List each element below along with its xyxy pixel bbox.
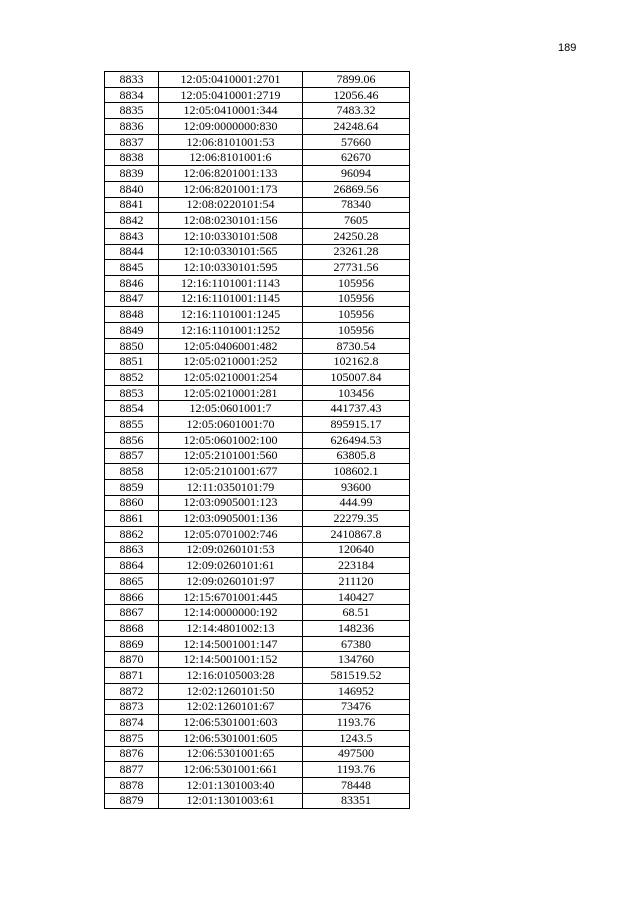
cadastral-number-cell: 12:14:4801002:13 xyxy=(159,621,303,637)
cadastral-number-cell: 12:05:0601001:7 xyxy=(159,401,303,417)
value-cell: 895915.17 xyxy=(303,417,410,433)
cadastral-number-cell: 12:06:5301001:65 xyxy=(159,746,303,762)
table-row xyxy=(105,699,410,715)
row-number-cell: 8857 xyxy=(105,448,159,464)
cadastral-number-cell: 12:05:0210001:252 xyxy=(159,354,303,370)
row-number-cell: 8848 xyxy=(105,307,159,323)
row-number-cell: 8851 xyxy=(105,354,159,370)
row-number-cell: 8855 xyxy=(105,417,159,433)
value-cell: 7605 xyxy=(303,213,410,229)
table-row xyxy=(105,777,410,793)
row-number-cell: 8863 xyxy=(105,542,159,558)
cadastral-number-cell: 12:16:1101001:1145 xyxy=(159,291,303,307)
cadastral-number-cell: 12:14:5001001:147 xyxy=(159,636,303,652)
table-row xyxy=(105,150,410,166)
cadastral-number-cell: 12:06:8101001:53 xyxy=(159,134,303,150)
row-number-cell: 8852 xyxy=(105,370,159,386)
table-row xyxy=(105,260,410,276)
cadastral-number-cell: 12:03:0905001:136 xyxy=(159,511,303,527)
row-number-cell: 8877 xyxy=(105,762,159,778)
row-number-cell: 8842 xyxy=(105,213,159,229)
value-cell: 103456 xyxy=(303,385,410,401)
row-number-cell: 8873 xyxy=(105,699,159,715)
cadastral-number-cell: 12:06:5301001:661 xyxy=(159,762,303,778)
value-cell: 108602.1 xyxy=(303,464,410,480)
cadastral-number-cell: 12:05:0210001:254 xyxy=(159,370,303,386)
cadastral-number-cell: 12:16:1101001:1143 xyxy=(159,275,303,291)
table-row xyxy=(105,621,410,637)
table-row xyxy=(105,134,410,150)
cadastral-number-cell: 12:08:0220101:54 xyxy=(159,197,303,213)
row-number-cell: 8850 xyxy=(105,338,159,354)
cadastral-number-cell: 12:05:0406001:482 xyxy=(159,338,303,354)
row-number-cell: 8874 xyxy=(105,715,159,731)
table-body xyxy=(105,72,410,809)
table-row xyxy=(105,87,410,103)
table-row xyxy=(105,338,410,354)
value-cell: 211120 xyxy=(303,574,410,590)
row-number-cell: 8835 xyxy=(105,103,159,119)
row-number-cell: 8838 xyxy=(105,150,159,166)
value-cell: 140427 xyxy=(303,589,410,605)
table-row xyxy=(105,746,410,762)
cadastral-number-cell: 12:02:1260101:50 xyxy=(159,683,303,699)
value-cell: 441737.43 xyxy=(303,401,410,417)
table-row xyxy=(105,354,410,370)
row-number-cell: 8856 xyxy=(105,432,159,448)
value-cell: 102162.8 xyxy=(303,354,410,370)
table-row xyxy=(105,683,410,699)
cadastral-number-cell: 12:06:5301001:605 xyxy=(159,730,303,746)
cadastral-number-cell: 12:09:0000000:830 xyxy=(159,119,303,135)
cadastral-number-cell: 12:15:6701001:445 xyxy=(159,589,303,605)
cadastral-number-cell: 12:16:1101001:1245 xyxy=(159,307,303,323)
table-row xyxy=(105,228,410,244)
row-number-cell: 8876 xyxy=(105,746,159,762)
table-row xyxy=(105,542,410,558)
value-cell: 8730.54 xyxy=(303,338,410,354)
table-row xyxy=(105,307,410,323)
cadastral-number-cell: 12:05:0601001:70 xyxy=(159,417,303,433)
value-cell: 120640 xyxy=(303,542,410,558)
table-row xyxy=(105,668,410,684)
row-number-cell: 8866 xyxy=(105,589,159,605)
value-cell: 105007.84 xyxy=(303,370,410,386)
value-cell: 444.99 xyxy=(303,495,410,511)
row-number-cell: 8854 xyxy=(105,401,159,417)
value-cell: 1193.76 xyxy=(303,762,410,778)
value-cell: 57660 xyxy=(303,134,410,150)
table-row xyxy=(105,526,410,542)
cadastral-number-cell: 12:09:0260101:61 xyxy=(159,558,303,574)
value-cell: 146952 xyxy=(303,683,410,699)
table-row xyxy=(105,181,410,197)
cadastral-number-cell: 12:14:5001001:152 xyxy=(159,652,303,668)
value-cell: 7483.32 xyxy=(303,103,410,119)
value-cell: 68.51 xyxy=(303,605,410,621)
cadastral-number-cell: 12:05:2101001:560 xyxy=(159,448,303,464)
row-number-cell: 8868 xyxy=(105,621,159,637)
row-number-cell: 8861 xyxy=(105,511,159,527)
value-cell: 63805.8 xyxy=(303,448,410,464)
cadastral-number-cell: 12:06:5301001:603 xyxy=(159,715,303,731)
value-cell: 105956 xyxy=(303,275,410,291)
row-number-cell: 8849 xyxy=(105,323,159,339)
cadastral-number-cell: 12:03:0905001:123 xyxy=(159,495,303,511)
cadastral-number-cell: 12:10:0330101:508 xyxy=(159,228,303,244)
cadastral-number-cell: 12:09:0260101:97 xyxy=(159,574,303,590)
value-cell: 497500 xyxy=(303,746,410,762)
value-cell: 7899.06 xyxy=(303,72,410,88)
row-number-cell: 8869 xyxy=(105,636,159,652)
value-cell: 78340 xyxy=(303,197,410,213)
table-row xyxy=(105,72,410,88)
table-row xyxy=(105,636,410,652)
table-row xyxy=(105,119,410,135)
value-cell: 83351 xyxy=(303,793,410,809)
table-row xyxy=(105,793,410,809)
row-number-cell: 8844 xyxy=(105,244,159,260)
row-number-cell: 8860 xyxy=(105,495,159,511)
cadastral-number-cell: 12:14:0000000:192 xyxy=(159,605,303,621)
row-number-cell: 8872 xyxy=(105,683,159,699)
table-row xyxy=(105,197,410,213)
table-row xyxy=(105,605,410,621)
value-cell: 12056.46 xyxy=(303,87,410,103)
row-number-cell: 8867 xyxy=(105,605,159,621)
cadastral-number-cell: 12:16:1101001:1252 xyxy=(159,323,303,339)
table-row xyxy=(105,589,410,605)
table-row xyxy=(105,323,410,339)
cadastral-number-cell: 12:10:0330101:595 xyxy=(159,260,303,276)
table-row xyxy=(105,244,410,260)
value-cell: 105956 xyxy=(303,323,410,339)
table-row xyxy=(105,370,410,386)
cadastral-number-cell: 12:05:0410001:2719 xyxy=(159,87,303,103)
table-row xyxy=(105,401,410,417)
row-number-cell: 8833 xyxy=(105,72,159,88)
row-number-cell: 8834 xyxy=(105,87,159,103)
row-number-cell: 8859 xyxy=(105,479,159,495)
table-row xyxy=(105,291,410,307)
table-row xyxy=(105,417,410,433)
row-number-cell: 8840 xyxy=(105,181,159,197)
cadastral-number-cell: 12:05:0410001:344 xyxy=(159,103,303,119)
cadastral-table xyxy=(104,71,410,809)
row-number-cell: 8865 xyxy=(105,574,159,590)
cadastral-number-cell: 12:08:0230101:156 xyxy=(159,213,303,229)
table-row xyxy=(105,166,410,182)
value-cell: 1243.5 xyxy=(303,730,410,746)
table-row xyxy=(105,432,410,448)
cadastral-number-cell: 12:06:8201001:133 xyxy=(159,166,303,182)
row-number-cell: 8836 xyxy=(105,119,159,135)
table-row xyxy=(105,464,410,480)
value-cell: 26869.56 xyxy=(303,181,410,197)
cadastral-number-cell: 12:05:0601002:100 xyxy=(159,432,303,448)
row-number-cell: 8878 xyxy=(105,777,159,793)
row-number-cell: 8864 xyxy=(105,558,159,574)
cadastral-number-cell: 12:06:8101001:6 xyxy=(159,150,303,166)
cadastral-number-cell: 12:06:8201001:173 xyxy=(159,181,303,197)
row-number-cell: 8845 xyxy=(105,260,159,276)
table-row xyxy=(105,495,410,511)
row-number-cell: 8843 xyxy=(105,228,159,244)
value-cell: 96094 xyxy=(303,166,410,182)
value-cell: 23261.28 xyxy=(303,244,410,260)
table-row xyxy=(105,385,410,401)
cadastral-number-cell: 12:01:1301003:61 xyxy=(159,793,303,809)
row-number-cell: 8853 xyxy=(105,385,159,401)
cadastral-number-cell: 12:05:0210001:281 xyxy=(159,385,303,401)
cadastral-number-cell: 12:09:0260101:53 xyxy=(159,542,303,558)
table-row xyxy=(105,213,410,229)
table-row xyxy=(105,730,410,746)
cadastral-number-cell: 12:05:0701002:746 xyxy=(159,526,303,542)
value-cell: 148236 xyxy=(303,621,410,637)
value-cell: 67380 xyxy=(303,636,410,652)
value-cell: 105956 xyxy=(303,307,410,323)
table-row xyxy=(105,652,410,668)
row-number-cell: 8846 xyxy=(105,275,159,291)
row-number-cell: 8837 xyxy=(105,134,159,150)
value-cell: 223184 xyxy=(303,558,410,574)
cadastral-number-cell: 12:02:1260101:67 xyxy=(159,699,303,715)
row-number-cell: 8870 xyxy=(105,652,159,668)
row-number-cell: 8875 xyxy=(105,730,159,746)
value-cell: 626494.53 xyxy=(303,432,410,448)
row-number-cell: 8879 xyxy=(105,793,159,809)
table-row xyxy=(105,479,410,495)
value-cell: 27731.56 xyxy=(303,260,410,276)
value-cell: 62670 xyxy=(303,150,410,166)
table-row xyxy=(105,762,410,778)
table-row xyxy=(105,558,410,574)
cadastral-number-cell: 12:05:2101001:677 xyxy=(159,464,303,480)
table-row xyxy=(105,511,410,527)
row-number-cell: 8871 xyxy=(105,668,159,684)
value-cell: 581519.52 xyxy=(303,668,410,684)
cadastral-number-cell: 12:16:0105003:28 xyxy=(159,668,303,684)
value-cell: 73476 xyxy=(303,699,410,715)
cadastral-number-cell: 12:01:1301003:40 xyxy=(159,777,303,793)
cadastral-number-cell: 12:11:0350101:79 xyxy=(159,479,303,495)
table-row xyxy=(105,275,410,291)
value-cell: 2410867.8 xyxy=(303,526,410,542)
cadastral-number-cell: 12:10:0330101:565 xyxy=(159,244,303,260)
row-number-cell: 8862 xyxy=(105,526,159,542)
cadastral-number-cell: 12:05:0410001:2701 xyxy=(159,72,303,88)
value-cell: 105956 xyxy=(303,291,410,307)
value-cell: 134760 xyxy=(303,652,410,668)
row-number-cell: 8839 xyxy=(105,166,159,182)
table-row xyxy=(105,715,410,731)
row-number-cell: 8858 xyxy=(105,464,159,480)
table-row xyxy=(105,574,410,590)
row-number-cell: 8847 xyxy=(105,291,159,307)
page-number: 189 xyxy=(558,42,577,54)
value-cell: 93600 xyxy=(303,479,410,495)
value-cell: 1193.76 xyxy=(303,715,410,731)
table-row xyxy=(105,103,410,119)
value-cell: 78448 xyxy=(303,777,410,793)
table-row xyxy=(105,448,410,464)
value-cell: 24248.64 xyxy=(303,119,410,135)
value-cell: 22279.35 xyxy=(303,511,410,527)
row-number-cell: 8841 xyxy=(105,197,159,213)
value-cell: 24250.28 xyxy=(303,228,410,244)
